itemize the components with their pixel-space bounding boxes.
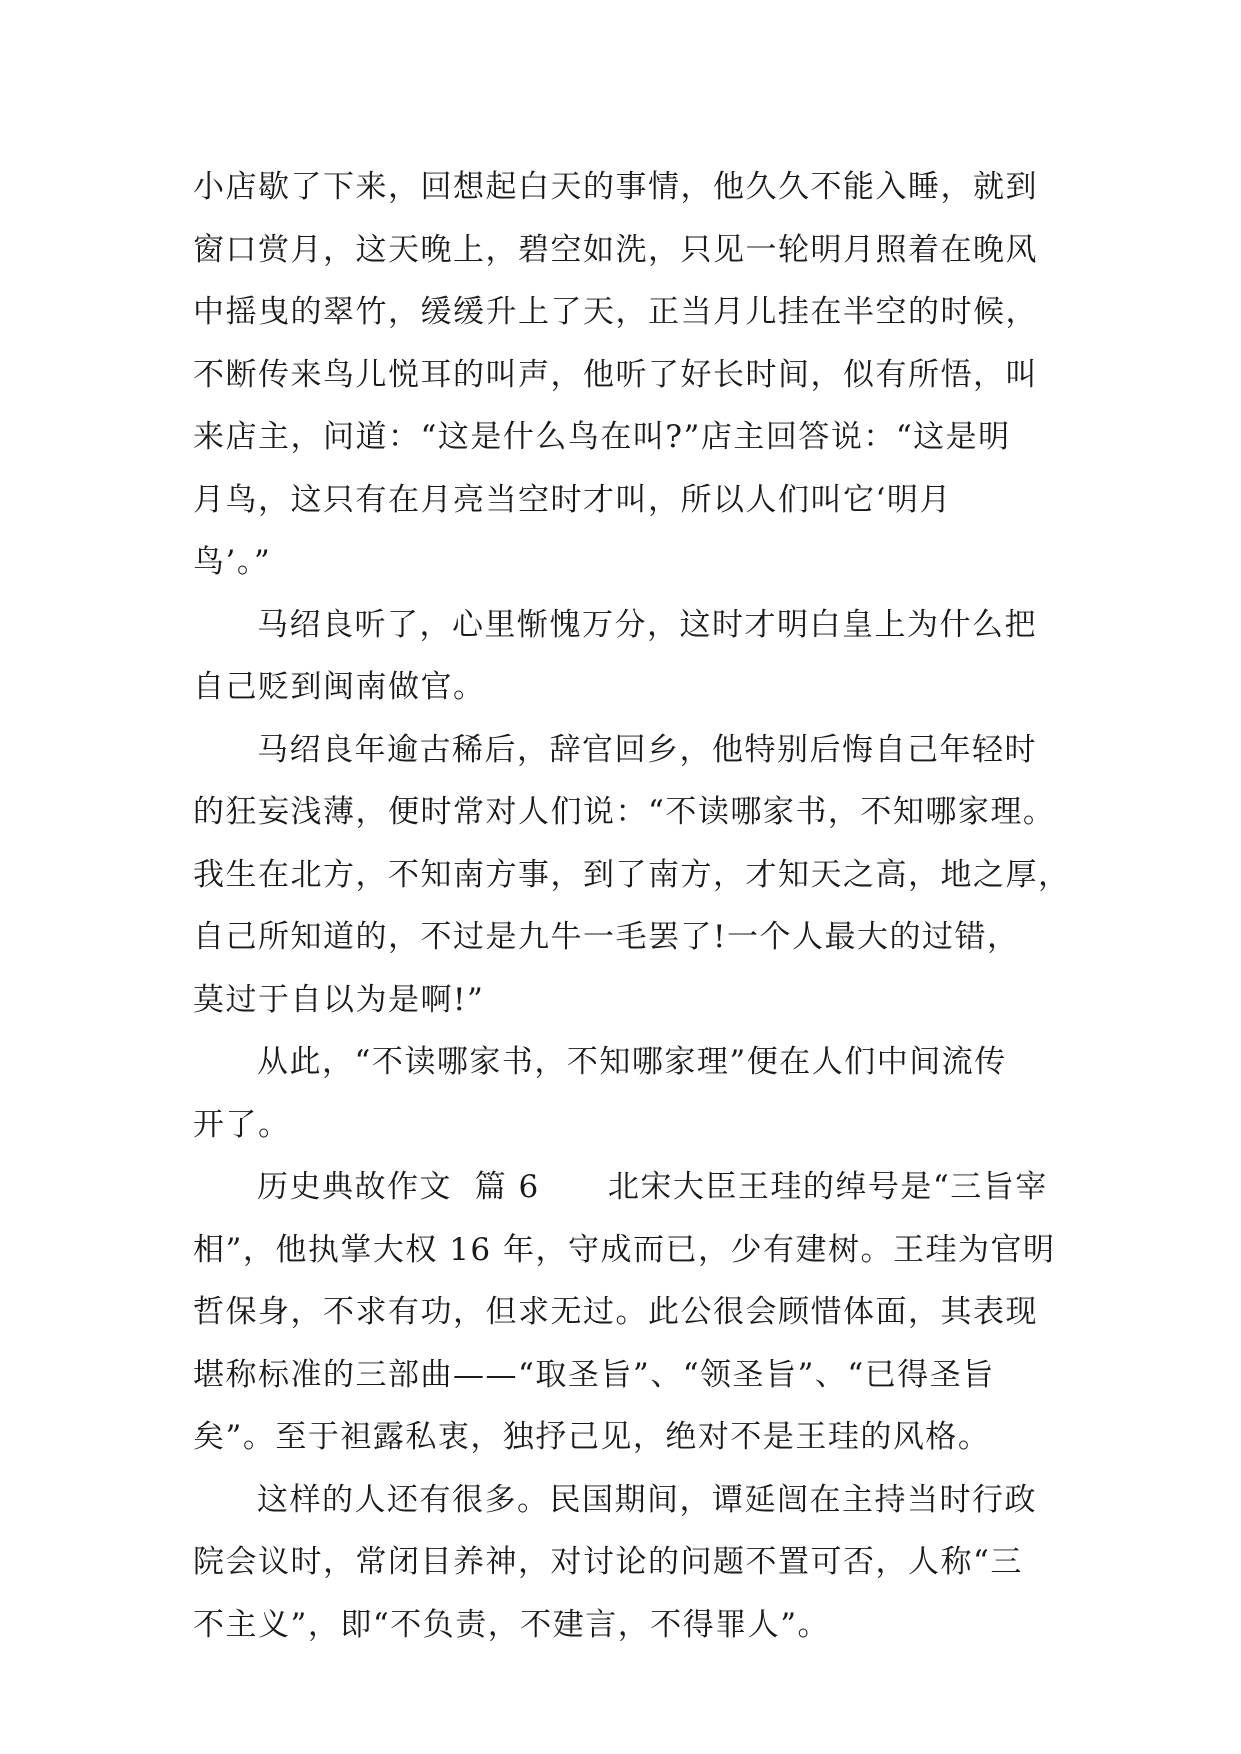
paragraph-first-line: 马绍良听了，心里惭愧万分，这时才明白皇上为什么把 — [257, 606, 1037, 643]
text-line: 院会议时，常闭目养神，对讨论的问题不置可否，人称“三 — [193, 1544, 1023, 1580]
text-line: 开了。 — [193, 1106, 291, 1143]
text-line: 月鸟，这只有在月亮当空时才叫，所以人们叫它‘明月 — [193, 481, 952, 518]
paragraph-first-line: 这样的人还有很多。民国期间，谭延闿在主持当时行政 — [257, 1481, 1037, 1518]
section-heading-line: 历史典故作文 篇 6 北宋大臣王珪的绰号是“三旨宰 — [257, 1169, 1048, 1205]
text-line: 来店主，问道：“这是什么鸟在叫?”店主回答说：“这是明 — [193, 419, 1011, 455]
paragraph-first-line: 从此，“不读哪家书，不知哪家理”便在人们中间流传 — [257, 1044, 1007, 1080]
text-line: 窗口赏月，这天晚上，碧空如洗，只见一轮明月照着在晚风 — [193, 231, 1038, 268]
text-line: 哲保身，不求有功，但求无过。此公很会顾惜体面，其表现 — [193, 1294, 1038, 1330]
text-line: 小店歇了下来，回想起白天的事情，他久久不能入睡，就到 — [193, 169, 1038, 205]
paragraph-first-line: 马绍良年逾古稀后，辞官回乡，他特别后悔自己年轻时 — [257, 731, 1037, 768]
text-line: 相”，他执掌大权 16 年，守成而已，少有建树。王珪为官明 — [193, 1231, 1056, 1268]
text-line: 自己贬到闽南做官。 — [193, 669, 486, 705]
text-line: 的狂妄浅薄，便时常对人们说：“不读哪家书，不知哪家理。 — [193, 794, 1056, 830]
text-line: 堪称标准的三部曲——“取圣旨”、“领圣旨”、“已得圣旨 — [193, 1356, 995, 1393]
text-line: 鸟’。” — [193, 544, 272, 580]
text-line: 矣”。至于袒露私衷，独抒己见，绝对不是王珪的风格。 — [193, 1419, 991, 1455]
text-line: 自己所知道的，不过是九牛一毛罢了!一个人最大的过错， — [193, 919, 1020, 955]
text-line: 中摇曳的翠竹，缓缓升上了天，正当月儿挂在半空的时候， — [193, 294, 1038, 330]
text-line: 莫过于自以为是啊!” — [193, 981, 485, 1018]
document-page — [193, 156, 1071, 1656]
text-line: 我生在北方，不知南方事，到了南方，才知天之高，地之厚， — [193, 856, 1071, 893]
text-line: 不断传来鸟儿悦耳的叫声，他听了好长时间，似有所悟，叫 — [193, 356, 1038, 393]
text-line: 不主义”，即“不负责，不建言，不得罪人”。 — [193, 1606, 831, 1643]
